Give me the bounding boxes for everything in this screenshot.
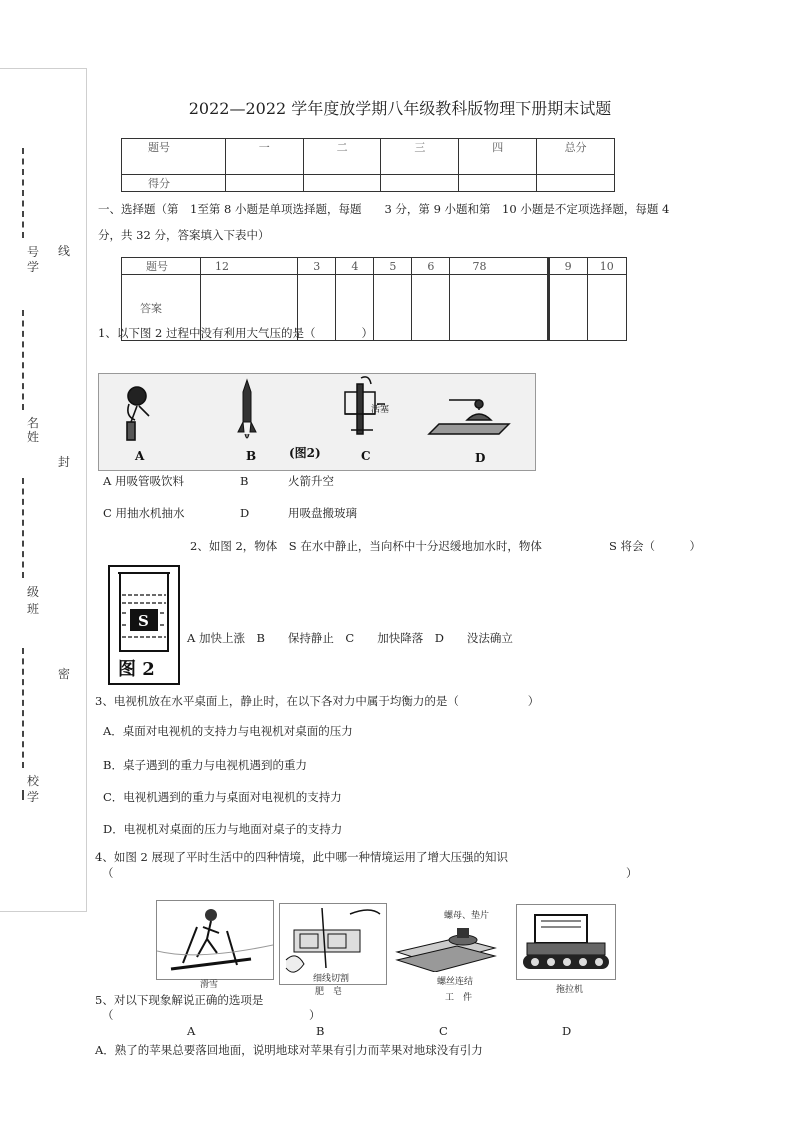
- answer-header-cell: 78: [450, 258, 548, 275]
- q5-letter-c: C: [439, 1024, 448, 1038]
- fig-letter-a: A: [135, 449, 145, 463]
- binding-dash-line: [22, 148, 32, 238]
- q3-option-d: D．电视机对桌面的压力与地面对桌子的支持力: [103, 822, 343, 836]
- answer-cell[interactable]: [587, 275, 626, 341]
- binding-dash-line: [22, 310, 32, 410]
- q4-caption-ski: 滑雪: [200, 980, 219, 990]
- q3-option-a: A．桌面对电视机的支持力与电视机对桌面的压力: [103, 724, 353, 738]
- answer-header-cell: 3: [298, 258, 336, 275]
- answer-cell[interactable]: [548, 275, 587, 341]
- fig-caption: (图2): [289, 446, 321, 460]
- score-cell[interactable]: [459, 175, 537, 192]
- margin-label: 学: [27, 260, 40, 274]
- figure-caption: 图 2: [118, 659, 155, 680]
- margin-label: 名: [27, 416, 40, 430]
- q1-option-c: C 用抽水机抽水: [103, 506, 185, 520]
- score-table: [121, 138, 615, 192]
- margin-label: 学: [27, 790, 40, 804]
- q3-stem: 3、电视机放在水平桌面上，静止时，在以下各对力中属于均衡力的是（ ）: [95, 694, 540, 708]
- skier-icon: [157, 901, 273, 979]
- margin-label: 号: [27, 245, 40, 259]
- q4-fig-ski: [156, 900, 274, 980]
- answer-header-cell: 4: [336, 258, 374, 275]
- answer-header-cell: 题号: [122, 258, 201, 275]
- fig-letter-d: D: [475, 451, 486, 465]
- q3-option-b: B．桌子遇到的重力与电视机遇到的重力: [103, 758, 307, 772]
- margin-label: 姓: [27, 430, 40, 444]
- q1-figure-drawing: [99, 374, 535, 470]
- q1-option-d-text: 用吸盘搬玻璃: [288, 506, 357, 520]
- score-cell[interactable]: [303, 175, 381, 192]
- q4-caption-nut: 螺母、垫片: [444, 911, 490, 921]
- score-header-cell: 总分: [537, 139, 615, 175]
- q1-option-d-label: D: [240, 506, 250, 520]
- q3-option-c: C．电视机遇到的重力与桌面对电视机的支持力: [103, 790, 342, 804]
- answer-cell[interactable]: [412, 275, 450, 341]
- q4-caption-bolt-1: 螺丝连结: [437, 977, 474, 987]
- margin-label: 线: [58, 244, 71, 258]
- q4-caption-soap-1: 细线切割: [313, 974, 350, 984]
- q4-stem: 4、如图 2 展现了平时生活中的四种情境，此中哪一种情境运用了增大压强的知识: [95, 850, 508, 864]
- answer-header-cell: 10: [587, 258, 626, 275]
- answer-row-label: 答案: [122, 275, 201, 341]
- q1-option-b-label: B: [240, 474, 249, 488]
- tractor-icon: [517, 905, 615, 979]
- margin-label: 密: [58, 667, 71, 681]
- margin-label: 班: [27, 602, 40, 616]
- answer-header-cell: 9: [548, 258, 587, 275]
- q4-caption-bolt-2: 工 件: [445, 993, 473, 1003]
- section1-instructions-cont: 分，共 32 分，答案填入下表中）: [98, 228, 270, 242]
- answer-cell[interactable]: [374, 275, 412, 341]
- beaker-icon: [110, 567, 178, 683]
- q5-option-a: A．熟了的苹果总要落回地面，说明地球对苹果有引力而苹果对地球没有引力: [95, 1043, 483, 1057]
- q5-paren: （ ）: [102, 1008, 321, 1022]
- fig-letter-b: B: [246, 449, 257, 463]
- score-header-cell: 三: [381, 139, 459, 175]
- score-header-cell: 四: [459, 139, 537, 175]
- q2-figure: [108, 565, 180, 685]
- score-cell[interactable]: [225, 175, 303, 192]
- q5-letter-a: A: [187, 1024, 196, 1038]
- fig-label-c: 活塞: [371, 405, 390, 415]
- fig-letter-c: C: [361, 449, 371, 463]
- q4-paren-open: （: [102, 866, 114, 880]
- q1-option-a: A 用吸管吸饮料: [103, 474, 184, 488]
- binding-dash-line: [22, 478, 32, 578]
- q4-fig-tractor: [516, 904, 616, 980]
- q1-figure: [98, 373, 536, 471]
- page-title: 2022—2022 学年度放学期八年级教科版物理下册期末试题: [188, 99, 612, 118]
- binding-margin: [0, 68, 87, 912]
- q2-options: A 加快上涨 B 保持静止 C 加快降落 D 没法确立: [187, 631, 513, 645]
- q5-letter-d: D: [562, 1024, 572, 1038]
- answer-header-cell: 5: [374, 258, 412, 275]
- score-cell[interactable]: [537, 175, 615, 192]
- suction-cup-icon: [429, 400, 509, 434]
- q1-stem: 1、以下图 2 过程中没有利用大气压的是（ ）: [98, 326, 373, 340]
- q2-stem-end: S 将会（ ）: [609, 539, 702, 553]
- binding-dash-line: [22, 648, 32, 768]
- score-header-cell: 一: [225, 139, 303, 175]
- score-header-cell: 二: [303, 139, 381, 175]
- margin-label: 校: [27, 774, 40, 788]
- score-row-label: 得分: [122, 175, 226, 192]
- score-header-cell: 题号: [122, 139, 226, 175]
- rocket-icon: [238, 380, 256, 438]
- score-cell[interactable]: [381, 175, 459, 192]
- margin-label: 封: [58, 455, 71, 469]
- q4-caption-soap-2: 肥 皂: [315, 987, 343, 997]
- q4-paren-close: ）: [626, 866, 638, 880]
- q4-caption-tractor: 拖拉机: [556, 985, 584, 995]
- answer-header-cell: 6: [412, 258, 450, 275]
- answer-cell[interactable]: [450, 275, 548, 341]
- answer-header-cell: 12: [201, 258, 298, 275]
- q1-option-b-text: 火箭升空: [288, 474, 334, 488]
- section1-instructions: 一、选择题（第 1至第 8 小题是单项选择题，每题 3 分，第 9 小题和第 10 小题是不定项选择题，每题 4: [98, 202, 670, 216]
- q4-fig-bolt: [393, 922, 497, 972]
- bolt-washer-icon: [393, 922, 497, 972]
- q2-stem: 2、如图 2，物体 S 在水中静止，当向杯中十分迟缓地加水时，物体: [190, 539, 542, 553]
- margin-label: 级: [27, 585, 40, 599]
- q5-letter-b: B: [316, 1024, 325, 1038]
- person-straw-icon: [127, 387, 149, 440]
- q5-stem: 5、对以下现象解说正确的选项是: [95, 993, 264, 1007]
- object-s-label: S: [138, 612, 149, 630]
